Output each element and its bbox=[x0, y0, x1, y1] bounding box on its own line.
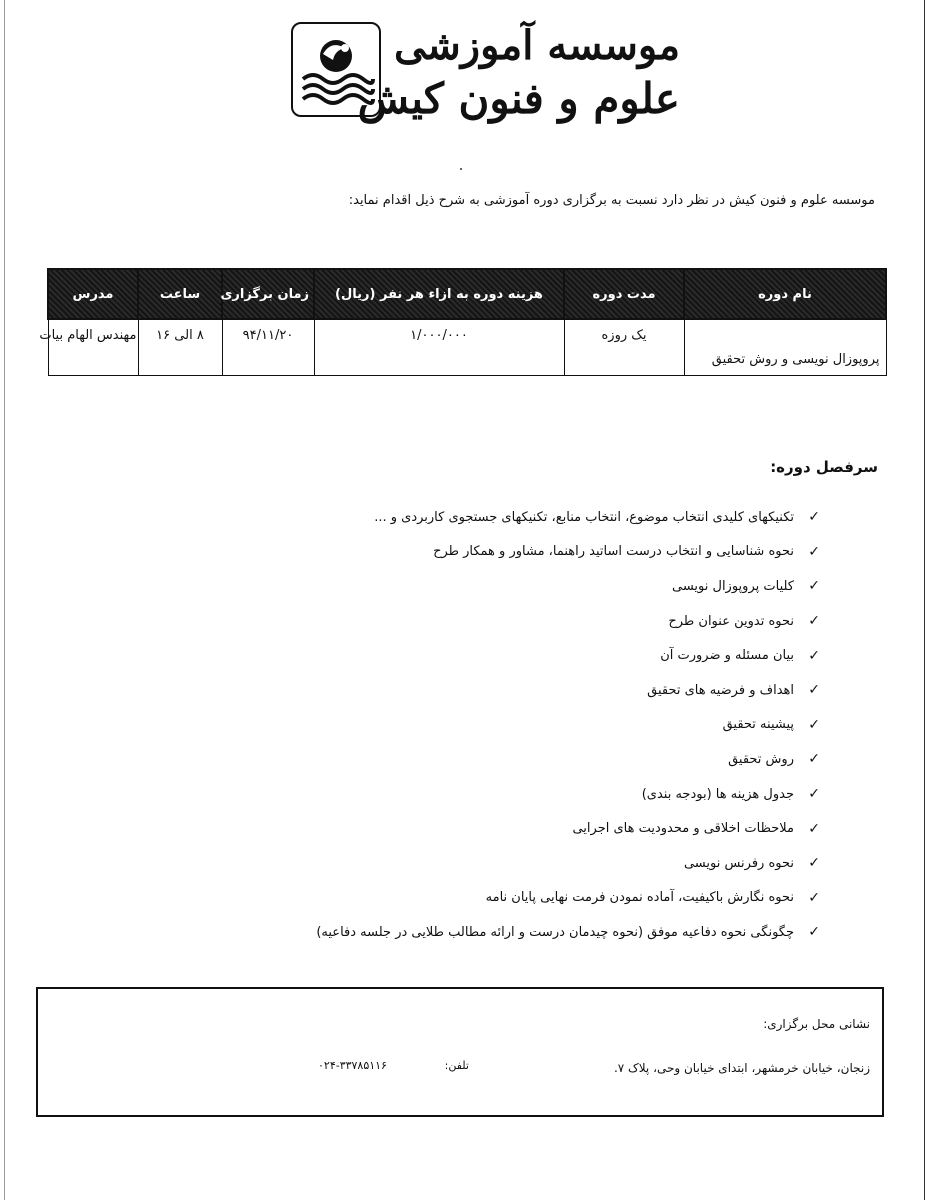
list-item bbox=[180, 500, 820, 535]
check-icon: ✓ bbox=[808, 786, 820, 803]
list-item-text: جدول هزینه ها (بودجه بندی) bbox=[641, 786, 794, 802]
check-icon: ✓ bbox=[808, 613, 820, 630]
table-row bbox=[48, 319, 886, 376]
page-edge-left bbox=[4, 0, 5, 1200]
org-name-line2: علوم و فنون کیش bbox=[357, 74, 680, 123]
list-item bbox=[180, 777, 820, 812]
list-item-text: نحوه شناسایی و انتخاب درست اساتید راهنما، مشاور و همکار طرح bbox=[433, 544, 794, 560]
intro-text: موسسه علوم و فنون کیش در نظر دارد نسبت به برگزاری دوره آموزشی به شرح ذیل اقدام نماید: bbox=[348, 193, 875, 208]
list-item-text: پیشینه تحقیق bbox=[722, 717, 794, 733]
check-icon: ✓ bbox=[808, 924, 820, 941]
check-icon: ✓ bbox=[808, 889, 820, 906]
list-item-text: نحوه نگارش باکیفیت، آماده نمودن فرمت نهایی پایان نامه bbox=[485, 890, 794, 906]
phone-number: ۰۲۴-۳۳۷۸۵۱۱۶ bbox=[318, 1059, 387, 1072]
syllabus-title: سرفصل دوره: bbox=[770, 458, 878, 476]
list-item bbox=[180, 604, 820, 639]
list-item-text: نحوه تدوین عنوان طرح bbox=[668, 613, 794, 629]
check-icon: ✓ bbox=[808, 716, 820, 733]
header-date: زمان برگزاری bbox=[222, 269, 314, 319]
scan-dot bbox=[460, 168, 462, 170]
list-item bbox=[180, 535, 820, 570]
org-name-line1: موسسه آموزشی bbox=[393, 22, 680, 69]
check-icon: ✓ bbox=[808, 682, 820, 699]
list-item-text: ملاحظات اخلاقی و محدودیت های اجرایی bbox=[572, 821, 794, 837]
check-icon: ✓ bbox=[808, 578, 820, 595]
phone-label: تلفن: bbox=[444, 1059, 469, 1072]
cell-duration: یک روزه bbox=[564, 319, 684, 376]
syllabus-list bbox=[180, 500, 820, 950]
cell-course-name: پروپوزال نویسی و روش تحقیق bbox=[684, 319, 886, 376]
list-item bbox=[180, 742, 820, 777]
table-header-row bbox=[48, 269, 886, 319]
cell-cost: ۱/۰۰۰/۰۰۰ bbox=[314, 319, 564, 376]
list-item-text: تکنیکهای کلیدی انتخاب موضوع، انتخاب منابع، تکنیکهای جستجوی کاربردی و ... bbox=[374, 509, 794, 525]
page-edge-right bbox=[924, 0, 925, 1200]
course-table bbox=[39, 268, 887, 376]
list-item bbox=[180, 638, 820, 673]
list-item-text: بیان مسئله و ضرورت آن bbox=[660, 648, 794, 664]
list-item bbox=[180, 569, 820, 604]
list-item bbox=[180, 915, 820, 950]
cell-date: ۹۴/۱۱/۲۰ bbox=[222, 319, 314, 376]
list-item-text: نحوه رفرنس نویسی bbox=[683, 855, 794, 871]
address-title: نشانی محل برگزاری: bbox=[763, 1017, 870, 1031]
cell-hours: ۸ الی ۱۶ bbox=[138, 319, 222, 376]
list-item-text: کلیات پروپوزال نویسی bbox=[671, 578, 794, 594]
check-icon: ✓ bbox=[808, 647, 820, 664]
list-item-text: اهداف و فرضیه های تحقیق bbox=[647, 682, 794, 698]
list-item bbox=[180, 708, 820, 743]
header-instructor: مدرس bbox=[48, 269, 138, 319]
header-course-name: نام دوره bbox=[684, 269, 886, 319]
header-cost: هزینه دوره به ازاء هر نفر (ریال) bbox=[314, 269, 564, 319]
cell-instructor: مهندس الهام بیات bbox=[48, 319, 138, 376]
check-icon: ✓ bbox=[808, 820, 820, 837]
list-item bbox=[180, 811, 820, 846]
check-icon: ✓ bbox=[808, 509, 820, 526]
list-item bbox=[180, 881, 820, 916]
header-hours: ساعت bbox=[138, 269, 222, 319]
check-icon: ✓ bbox=[808, 751, 820, 768]
check-icon: ✓ bbox=[808, 855, 820, 872]
check-icon: ✓ bbox=[808, 543, 820, 560]
header-duration: مدت دوره bbox=[564, 269, 684, 319]
list-item bbox=[180, 673, 820, 708]
list-item-text: روش تحقیق bbox=[728, 751, 794, 767]
list-item-text: چگونگی نحوه دفاعیه موفق (نحوه چیدمان درست و ارائه مطالب طلایی در جلسه دفاعیه) bbox=[316, 924, 794, 940]
address-text: زنجان، خیابان خرمشهر، ابتدای خیابان وحی، پلاک ۷. bbox=[613, 1061, 870, 1075]
list-item bbox=[180, 846, 820, 881]
address-box bbox=[36, 987, 884, 1117]
